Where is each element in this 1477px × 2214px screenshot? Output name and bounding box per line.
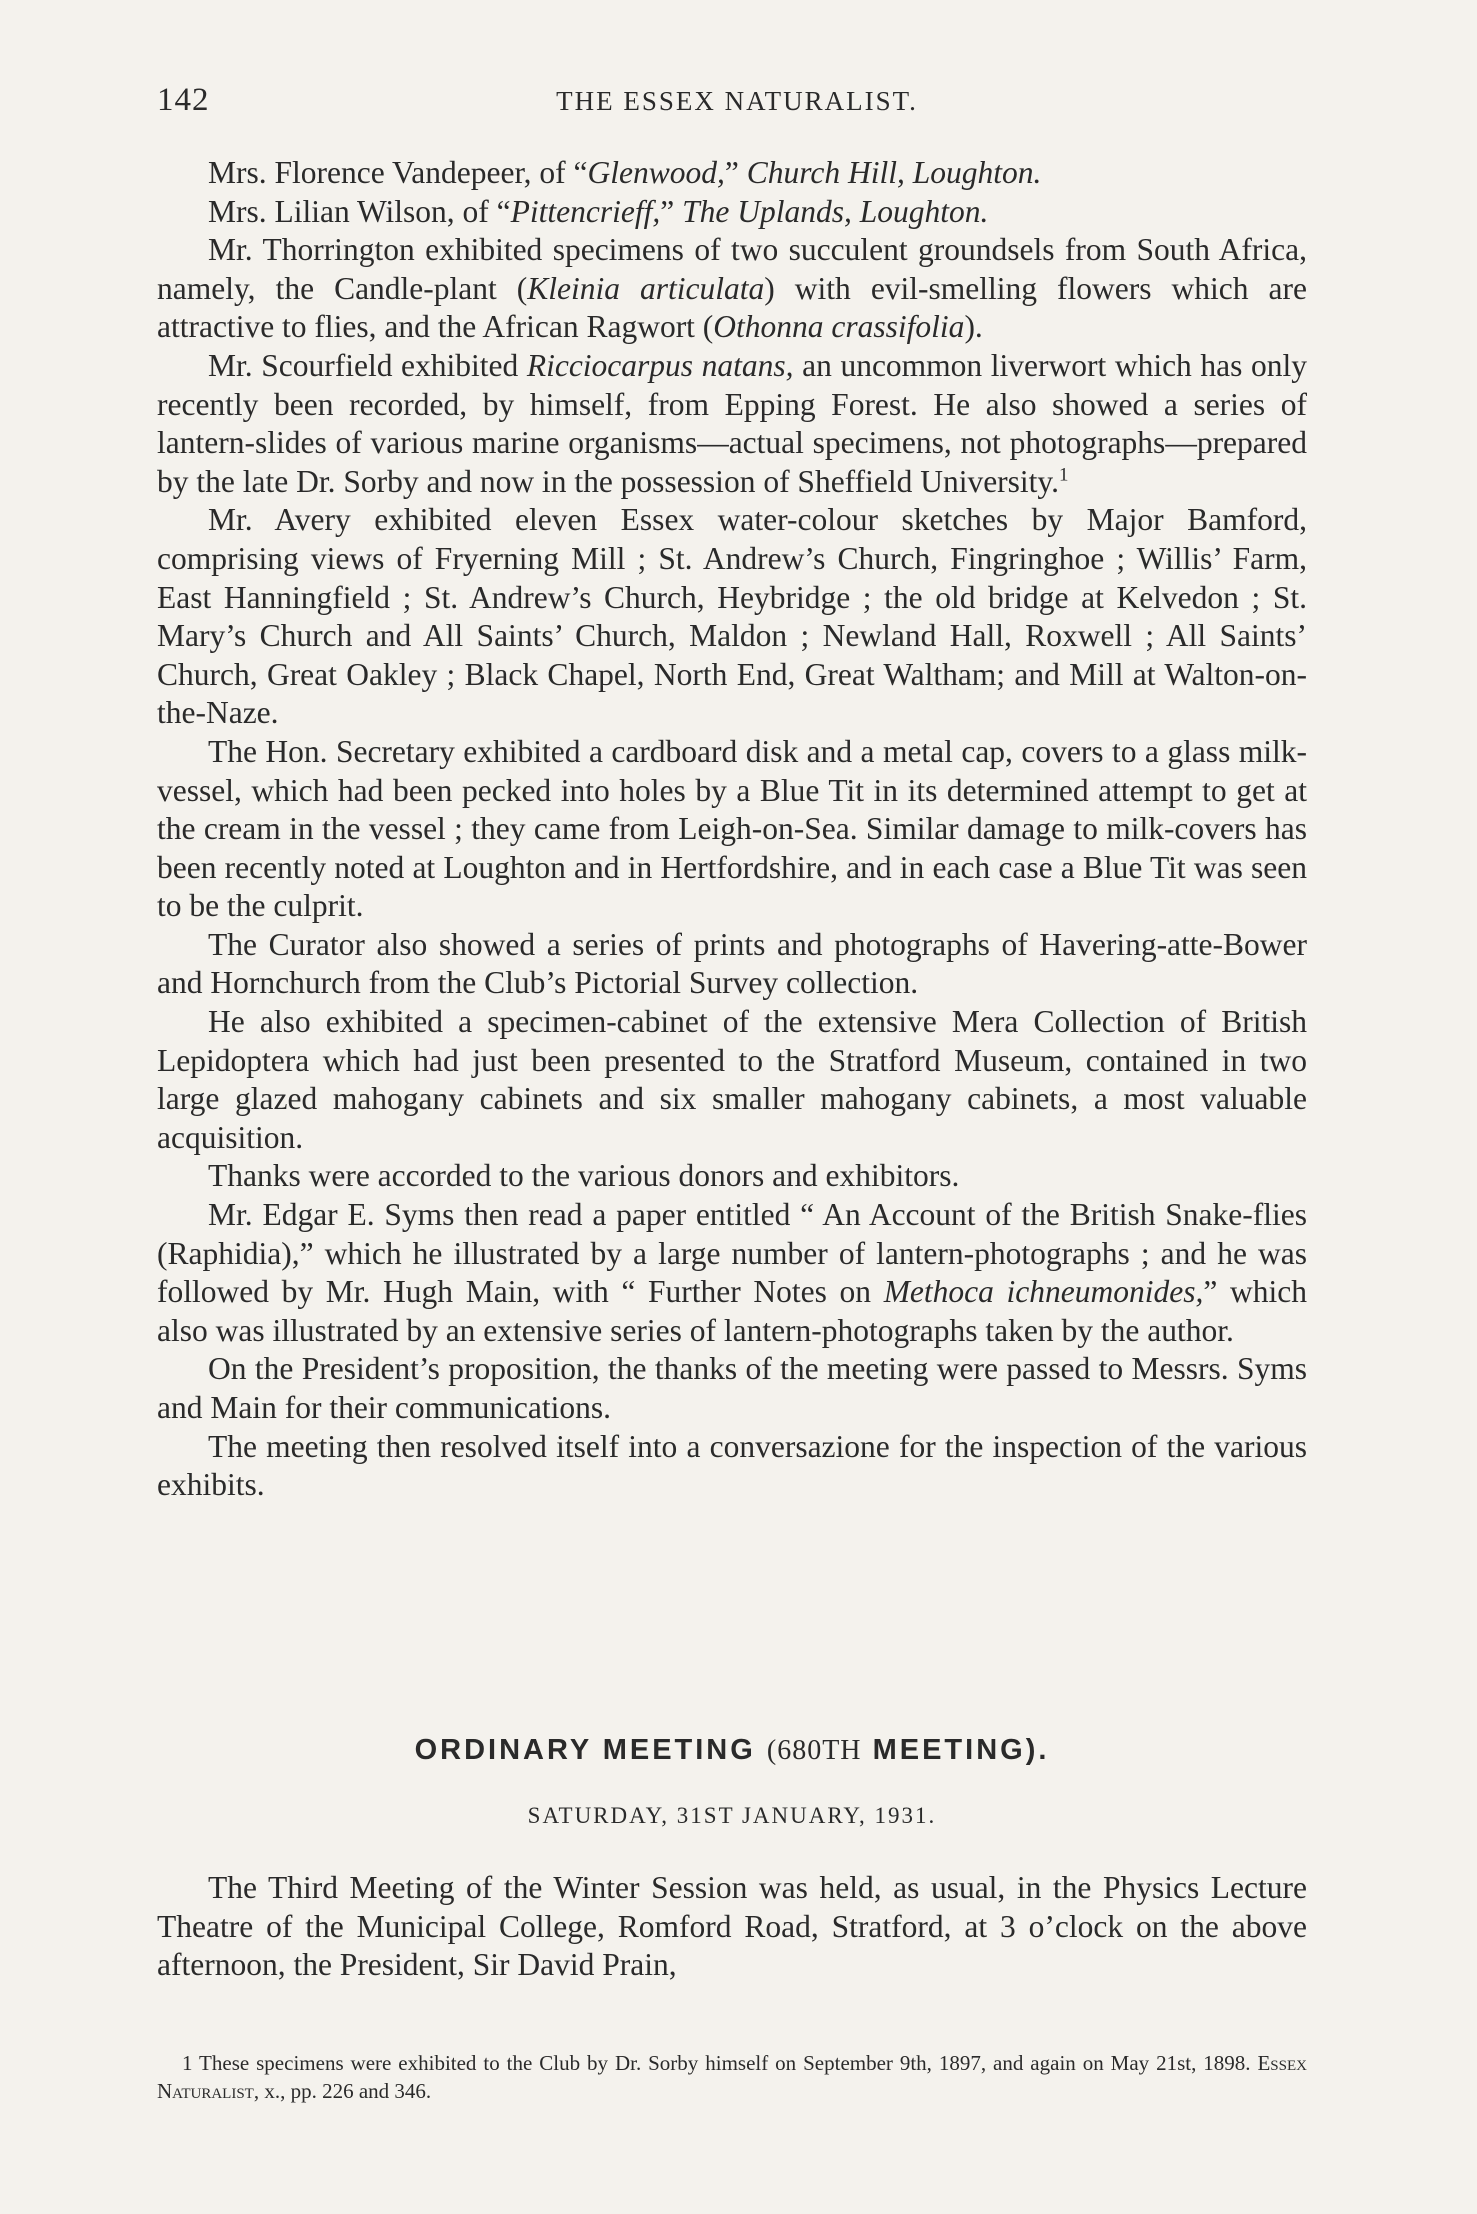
small-caps-text: Essex Naturalist, xyxy=(157,2051,1307,2103)
page-header xyxy=(157,82,1317,132)
text-run: On the President’s proposition, the thanks of the meeting were passed to Messrs. Syms and Main for their communications. xyxy=(157,1351,1307,1425)
text-run: Mrs. Florence Vandepeer, of “ xyxy=(208,155,588,190)
text-run: The meeting then resolved itself into a conversazione for the inspection of the various exhibits. xyxy=(157,1428,1307,1503)
italic-text: Methoca ichneumonides, xyxy=(883,1274,1204,1310)
paragraph xyxy=(157,733,1307,926)
text-run: Mr. Thorrington exhibited specimens of two succulent groundsels from South Africa, namely, the Candle-plant ( xyxy=(157,232,1307,306)
text-run: Mr. Avery exhibited eleven Essex water-colour sketches by Major Bamford, comprising views of Fryerning Mill ; St. Andrew’s Church, Fingringhoe ; Willis’ Farm, East Hanningfield ; St. Andrew’s Church, Heybridge ; the old bridge at Kelvedon ; St. Mary’s Church and All Saints’ Church, Maldon ; Newland Hall, Roxwell ; All Saints’ Church, Great Oakley ; Black Chapel, North End, Great Waltham; and Mill at Walton-on-the-Naze. xyxy=(157,502,1307,731)
text-run: The Curator also showed a series of prints and photographs of Havering-atte-Bower and Hornchurch from the Club’s Pictorial Survey collection. xyxy=(157,926,1307,1001)
text-run: The Third Meeting of the Winter Session was held, as usual, in the Physics Lecture Theatre of the Municipal College, Romford Road, Stratford, at 3 o’clock on the above afternoon, the President, Sir David Prain, xyxy=(157,1870,1307,1983)
paragraph xyxy=(157,1003,1307,1157)
italic-text: Othonna crassifolia xyxy=(713,309,965,345)
paragraph xyxy=(157,231,1307,347)
paragraph xyxy=(157,501,1307,733)
text-run: x., pp. 226 and 346. xyxy=(259,2079,432,2103)
text-run: ” xyxy=(660,193,683,229)
text-run: Mr. Edgar E. Syms then read a paper entitled “ An Account of the British Snake-flies (Raphidia),” which he illustrated by a large number of lantern-photographs ; and he was followed by Mr. Hugh Main, with “ Further Notes on xyxy=(157,1197,1307,1310)
running-title: THE ESSEX NATURALIST. xyxy=(556,86,918,116)
section-heading-main: ORDINARY MEETING xyxy=(414,1734,756,1766)
italic-text: Kleinia articulata xyxy=(527,270,765,306)
footnote-marker: 1 xyxy=(1059,464,1069,486)
footnote-text xyxy=(157,2049,1307,2105)
section-heading-tail: MEETING). xyxy=(872,1734,1050,1766)
page-number: 142 xyxy=(157,82,210,118)
footnote xyxy=(157,2049,1307,2105)
text-run: He also exhibited a specimen-cabinet of the extensive Mera Collection of British Lepidoptera which had just been presented to the Stratford Museum, contained in two large glazed mahogany cabinets and six smaller mahogany cabinets, a most valuable acquisition. xyxy=(157,1004,1307,1155)
section-heading-number: (680TH xyxy=(766,1735,862,1766)
section-body xyxy=(157,1869,1307,1985)
body-text xyxy=(157,154,1307,1505)
text-run: ). xyxy=(964,309,983,345)
text-run: The Hon. Secretary exhibited a cardboard disk and a metal cap, covers to a glass milk-vessel, which had been pecked into holes by a Blue Tit in its determined attempt to get at the cream in the vessel ; they came from Leigh-on-Sea. Similar damage to milk-covers has been recently noted at Loughton and in Hertfordshire, and in each case a Blue Tit was seen to be the culprit. xyxy=(157,733,1307,924)
paragraph xyxy=(157,1869,1307,1985)
text-run: Thanks were accorded to the various donors and exhibitors. xyxy=(208,1158,960,1194)
italic-text: Pittencrieff, xyxy=(510,193,661,229)
section-date: SATURDAY, 31ST JANUARY, 1931. xyxy=(527,1803,937,1828)
paragraph xyxy=(157,926,1307,1003)
italic-text: The Uplands, Loughton. xyxy=(682,193,989,229)
member-entry xyxy=(157,154,1307,193)
paragraph xyxy=(157,347,1307,501)
text-run: Mrs. Lilian Wilson, of “ xyxy=(208,193,511,229)
paragraph xyxy=(157,1350,1307,1427)
section-heading xyxy=(157,1734,1307,1767)
text-run: Mr. Scourfield exhibited xyxy=(208,347,527,383)
member-entry xyxy=(157,193,1307,232)
meeting-section xyxy=(157,1734,1307,1985)
text-run: ) with evil-smelling flowers which are attractive to flies, and the African Ragwort ( xyxy=(157,270,1307,345)
text-run: 1 These specimens were exhibited to the Club by Dr. Sorby himself on September 9th, 1897, and again on May 21st, 1898. xyxy=(182,2051,1258,2075)
italic-text: Church Hill, Loughton. xyxy=(746,155,1042,190)
paragraph xyxy=(157,1196,1307,1350)
text-run: ” xyxy=(724,155,747,190)
italic-text: Glenwood, xyxy=(587,155,725,190)
paragraph xyxy=(157,1157,1307,1196)
text-run: ” which also was illustrated by an extensive series of lantern-photographs taken by the author. xyxy=(157,1274,1307,1348)
text-run: an uncommon liverwort which has only recently been recorded, by himself, from Epping Forest. He also showed a series of lantern-slides of various marine organisms—actual specimens, not photographs—prepared by the late Dr. Sorby and now in the possession of Sheffield University. xyxy=(157,347,1307,499)
italic-text: Ricciocarpus natans, xyxy=(526,347,794,383)
paragraph xyxy=(157,1428,1307,1505)
